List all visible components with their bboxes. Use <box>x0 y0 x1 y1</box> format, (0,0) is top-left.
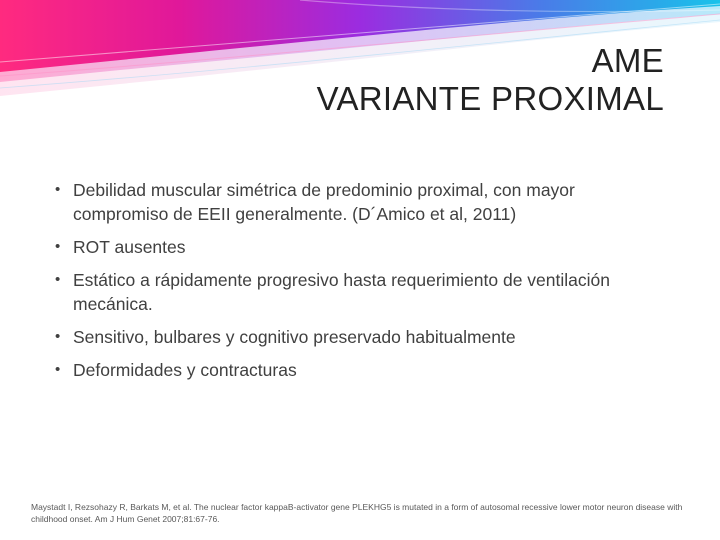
bullet-item <box>55 268 675 316</box>
bullet-item <box>55 235 675 259</box>
reference-citation: Maystadt I, Rezsohazy R, Barkats M, et al. The nuclear factor kappaB-activator gene PLEKHG5 is mutated in a form of autosomal recessive lower motor neuron disease with childhood onset. Am J Hum Genet 2007;81:67-76. <box>31 502 683 524</box>
bullet-item <box>55 358 675 382</box>
slide-title <box>317 42 664 118</box>
bullet-text: Debilidad muscular simétrica de predominio proximal, con mayor compromiso de EEII generalmente. (D´Amico et al, 2011) <box>73 180 575 224</box>
bullet-item <box>55 178 675 226</box>
bullet-glyph: • <box>55 361 61 378</box>
bullet-text: Estático a rápidamente progresivo hasta requerimiento de ventilación mecánica. <box>73 270 610 314</box>
bullet-text: Deformidades y contracturas <box>73 360 297 380</box>
bullet-glyph: • <box>55 238 61 255</box>
bullet-text: ROT ausentes <box>73 237 186 257</box>
bullet-glyph: • <box>55 328 61 345</box>
slide-title-line-1: AME <box>591 42 664 80</box>
slide-title-line-2: VARIANTE PROXIMAL <box>316 80 664 118</box>
bullet-text: Sensitivo, bulbares y cognitivo preservado habitualmente <box>73 327 516 347</box>
bullet-glyph: • <box>55 181 61 198</box>
bullet-list <box>55 178 675 391</box>
bullet-glyph: • <box>55 271 61 288</box>
bullet-item <box>55 325 675 349</box>
